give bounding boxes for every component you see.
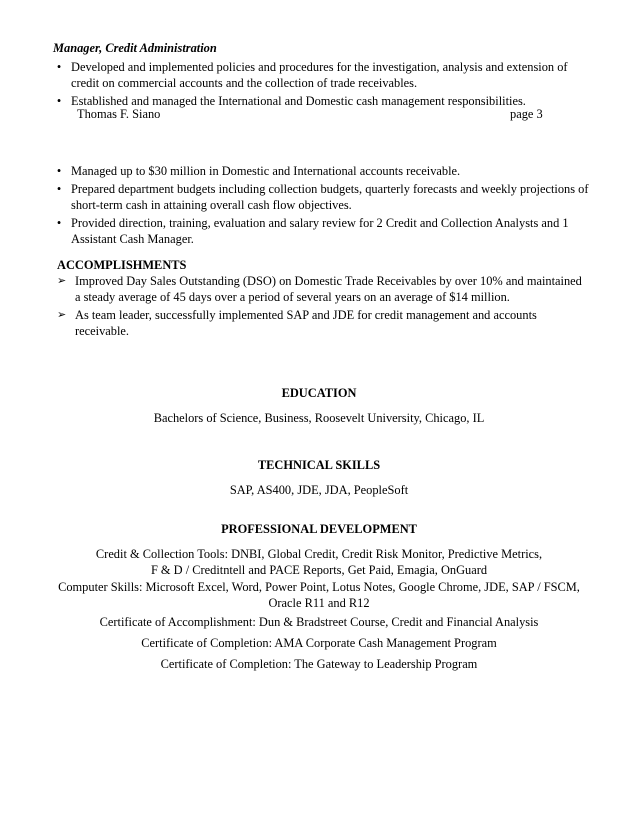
job-bullets-top (53, 59, 593, 111)
computer-skills: Computer Skills: Microsoft Excel, Word, Power Point, Lotus Notes, Google Chrome, JDE, SAP / FSCM, Oracle R11 and R12 (58, 580, 580, 610)
job-bullets-bottom (53, 163, 593, 249)
bullet-icon: • (56, 216, 62, 230)
technical-skills-heading: TECHNICAL SKILLS (257, 458, 381, 472)
list-item: ➢ Improved Day Sales Outstanding (DSO) on Domestic Trade Receivables by over 10% and maintained a steady average of 45 days over a period of several years on an average of $14 million. (57, 274, 582, 304)
education-heading: EDUCATION (281, 386, 357, 400)
certificate-item: Certificate of Completion: The Gateway to Leadership Program (160, 657, 478, 671)
bullet-icon: • (56, 182, 62, 196)
list-item: • Provided direction, training, evaluation and salary review for 2 Credit and Collection Analysts and 1 Assistant Cash Manager. (53, 215, 593, 247)
list-item: • Managed up to $30 million in Domestic and International accounts receivable. (53, 163, 593, 179)
arrow-bullet-icon: ➢ (57, 309, 67, 321)
professional-development-heading: PROFESSIONAL DEVELOPMENT (221, 522, 417, 536)
bullet-icon: • (56, 164, 62, 178)
list-item: • Developed and implemented policies and procedures for the investigation, analysis and extension of credit on commercial accounts and the collection of trade receivables. (53, 59, 593, 91)
accomplishments-list (57, 273, 587, 341)
certificate-item: Certificate of Accomplishment: Dun & Bradstreet Course, Credit and Financial Analysis (99, 615, 539, 629)
credit-tools: Credit & Collection Tools: DNBI, Global Credit, Credit Risk Monitor, Predictive Metrics, F & D / Creditntell and PACE Reports, Get Paid, Emagia, OnGuard (95, 547, 543, 577)
arrow-bullet-icon: ➢ (57, 275, 67, 287)
list-item: • Established and managed the International and Domestic cash management responsibilities. (53, 93, 593, 109)
list-item: ➢ As team leader, successfully implemented SAP and JDE for credit management and accounts receivable. (57, 308, 537, 338)
technical-skills-text: SAP, AS400, JDE, JDA, PeopleSoft (229, 483, 409, 497)
list-item: • Prepared department budgets including collection budgets, quarterly forecasts and weekly projections of short-term cash in attaining overall cash flow objectives. (53, 181, 593, 213)
education-text: Bachelors of Science, Business, Roosevelt University, Chicago, IL (153, 411, 485, 425)
job-title: Manager, Credit Administration (53, 41, 217, 55)
accomplishments-heading: ACCOMPLISHMENTS (57, 258, 187, 272)
certificate-item: Certificate of Completion: AMA Corporate Cash Management Program (141, 636, 497, 650)
footer-name: Thomas F. Siano (77, 107, 161, 121)
bullet-icon: • (56, 94, 62, 108)
footer-page-number: page 3 (510, 107, 543, 121)
bullet-icon: • (56, 60, 62, 74)
